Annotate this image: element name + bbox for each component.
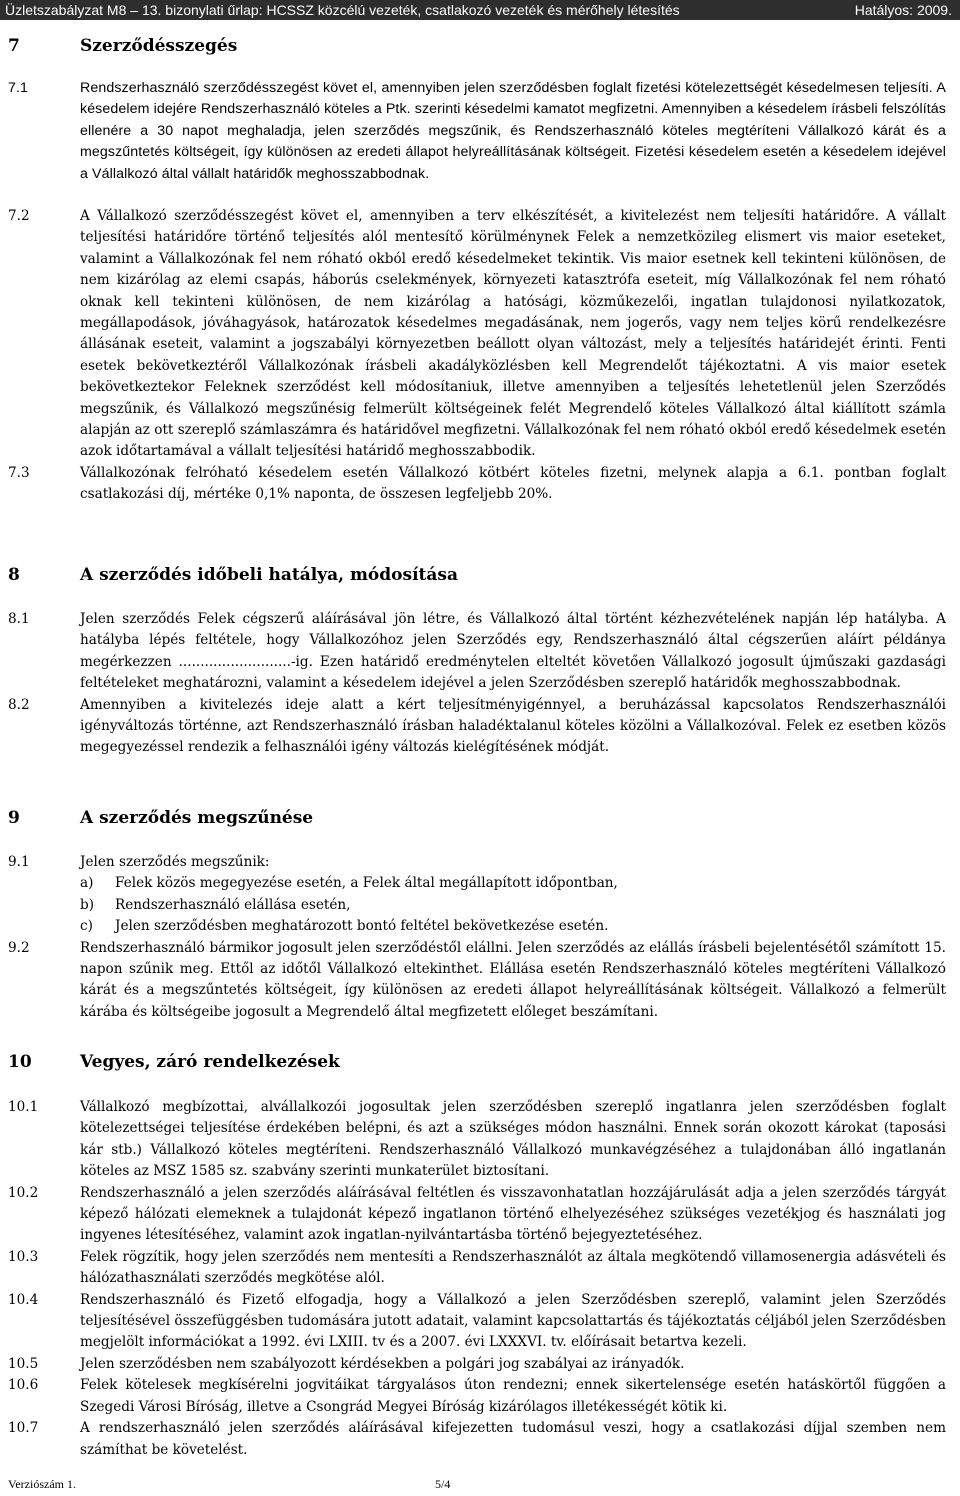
clause-text: Rendszerhasználó a jelen szerződés aláírásával feltétlen és visszavonhatatlan hozzájárulását adja a jelen szerződés tárgyát képező hálózati elemeknek a tulajdonát képező ingatlanon történő elhelyezéséhez szükséges vezetékjog és használati jog ingyenes létesítéséhez, valamint azok ingatlan-nyilvántartásba történő bejegyeztetéséhez. [80,1184,946,1244]
header-effective-date: Hatályos: 2009. [854,2,952,18]
document-footer [8,1475,451,1493]
clause-10-7 [8,1418,946,1461]
list-marker: a) [80,875,94,892]
section-9-body [8,852,946,1023]
list-item-text: Jelen szerződésben meghatározott bontó feltétel bekövetkezése esetén. [115,918,609,935]
clause-number: 10.1 [8,1099,39,1115]
clause-number: 10.5 [8,1355,39,1372]
section-7-body-serif [8,206,946,506]
version-number: Verziószám 1. [8,1477,76,1491]
clause-10-3 [8,1247,946,1290]
list-marker: c) [80,918,93,935]
section-10-heading [8,1050,340,1074]
clause-10-5 [8,1354,946,1375]
clause-number: 9.2 [8,939,30,956]
section-7-body [8,78,946,185]
clause-text-continued: Amennyiben a késedelem írásbeli felszólítás ellenére a 30 napot meghaladja, jelen szerződés megszűnik, és Rendszerhasználó köteles megtéríteni Vállalkozó kárát és a megszűntetés költségeit, így különösen az eredeti állapot helyreállításának költségeit. Fizetési késedelem esetén a késedelem idejével a Vállalkozó által vállalt határidők meghosszabbodnak. [80,101,946,182]
clause-text: Rendszerhasználó szerződésszegést követ el, amennyiben jelen szerződésben foglalt fizetési kötelezettségét késedelmesen teljesíti. A késedelem idejére Rendszerhasználó köteles a Ptk. szerinti késedelmi kamatot megfizetni. [80,80,946,118]
clause-text: Jelen szerződés megszűnik: [80,854,270,870]
section-10-body [8,1097,946,1461]
document-header [0,0,960,20]
clause-text: Rendszerhasználó és Fizető elfogadja, hogy a Vállalkozó a jelen Szerződésben szereplő, valamint jelen Szerződés teljesítésével összefüggésben tudomására jutott adatait, valamint kapcsolattartás és tájékoztatás céljából jelen Szerződésben megjelölt információkat a 1992. évi LXIII. tv és a 2007. évi LXXXVI. tv. előírásait betartva kezeli. [80,1291,946,1351]
clause-number: 8.1 [8,611,30,627]
clause-text: Felek rögzítik, hogy jelen szerződés nem mentesíti a Rendszerhasználót az általa megkötendő villamosenergia adásvételi és hálózathasználati szerződés megkötése alól. [80,1248,946,1287]
clause-number: 10.3 [8,1248,39,1265]
header-title: Üzletszabályzat M8 – 13. bizonylati űrlap: HCSSZ közcélú vezeték, csatlakozó vezeték és mérőhely létesítés [5,2,680,18]
clause-text: Vállalkozónak felróható késedelem esetén Vállalkozó kötbért köteles fizetni, melynek alapja a 6.1. pontban foglalt csatlakozási díj, mértéke 0,1% naponta, de összesen legfeljebb 20%. [80,464,946,503]
clause-number: 10.2 [8,1184,39,1201]
list-item [80,916,946,937]
clause-number: 7.2 [8,208,30,224]
section-9-heading [8,806,313,830]
clause-text: Amennyiben a kivitelezés ideje alatt a kért teljesítményigénnyel, a beruházással kapcsolatos Rendszerhasználói igényváltozás történne, azt Rendszerhasználó írásban haladéktalanul köteles közölni a Vállalkozóval. Felek ez esetben közös megegyezéssel rendezik a felhasználói igény változás kielégítésének módját. [80,696,946,756]
clause-10-1 [8,1097,946,1183]
section-title: A szerződés időbeli hatálya, módosítása [80,565,458,585]
clause-text: A rendszerhasználó jelen szerződés aláírásával kifejezetten tudomásul veszi, hogy a csatlakozási díjjal szemben nem számíthat be követelést. [80,1420,946,1458]
list-item [80,895,946,916]
section-8-heading [8,563,458,587]
clause-text: A Vállalkozó szerződésszegést követ el, amennyiben a terv elkészítését, a kivitelezést nem teljesíti határidőre. A vállalt teljesítési határidőre történő teljesítés alól mentesítő körülménynek Felek a nemzetközileg elismert vis maior eseteket, valamint a Vállalkozónak fel nem róható okból eredő késedelmeket tekintik. Vis maior esetnek kell tekinteni különösen, de nem kizárólag az elemi csapás, háborús cselekmények, környezeti katasztrófa eseteit, míg Vállalkozónak fel nem róható oknak kell tekinteni különösen, de nem kizárólag a hatósági, közműkezelői, ingatlan tulajdonosi nyilatkozatok, megállapodások, jóváhagyások, határozatok késedelmes megadásának, nem jogerős, vagy nem teljes körű rendelkezésre állásának eseteit, valamint a jogszabályi környezetben beállott olyan változást, mely a teljesítés határidejét érinti. Fenti esetek bekövetkeztéről Vállalkozónak írásbeli akadályközlésben kell Megrendelőt tájékoztatni. A vis maior esetek bekövetkeztekor Feleknek szerződést kell módosítaniuk, illetve amennyiben a teljesítés lehetetlenül jelen Szerződés megszűnik, és Vállalkozó megszűnésig felmerült költségeinek felét Megrendelő köteles Vállalkozó által kiállított számla alapján az ott szereplő számlaszámra és határidővel megfizetni. Vállalkozónak fel nem róható okból eredő késedelmek esetén azok időtartamával a vállalt teljesítési határidő meghosszabbodik. [80,208,946,460]
clause-number: 10.7 [8,1420,39,1437]
clause-10-4 [8,1290,946,1354]
list-item [80,873,946,894]
list-marker: b) [80,896,95,913]
page-number: 5/4 [435,1477,451,1491]
section-number: 9 [8,808,20,828]
clause-number: 10.4 [8,1291,39,1308]
clause-text: Jelen szerződésben nem szabályozott kérdésekben a polgári jog szabályai az irányadók. [80,1355,685,1372]
section-7-heading [8,34,237,58]
clause-10-2 [8,1183,946,1247]
section-number: 7 [8,36,20,56]
clause-9-2 [8,938,946,1024]
list-item-text: Rendszerhasználó elállása esetén, [115,896,351,913]
section-number: 10 [8,1052,32,1072]
list-item-text: Felek közös megegyezése esetén, a Felek által megállapított időpontban, [115,875,618,892]
clause-text: Vállalkozó megbízottai, alvállalkozói jogosultak jelen szerződésben szereplő ingatlanra jelen szerződésben foglalt kötelezettségei teljesítése érdekében belépni, és azt a szükséges módon használni. Ennek során okozott károkat (taposási kár stb.) Vállalkozó köteles megtéríteni. Rendszerhasználó Vállalkozó munkavégzéséhez a tulajdonában álló ingatlanán köteles az MSZ 1585 sz. szabvány szerinti munkaterület biztosítani. [80,1099,946,1180]
clause-7-2 [8,206,946,463]
clause-number: 8.2 [8,696,30,713]
section-title: Szerződésszegés [80,36,238,56]
clause-number: 7.1 [8,80,29,96]
clause-number: 10.6 [8,1377,39,1394]
section-title: Vegyes, záró rendelkezések [80,1052,340,1072]
section-8-body [8,609,946,759]
clause-9-1 [8,852,946,938]
termination-cases-list [80,873,946,937]
clause-7-1 [8,78,946,185]
clause-10-6 [8,1375,946,1418]
clause-7-3 [8,463,946,506]
clause-text: Jelen szerződés Felek cégszerű aláírásával jön létre, és Vállalkozó által történt kézhezvételének napján lép hatályba. A hatályba lépés feltétele, hogy Vállalkozóhoz jelen Szerződés egy, Rendszerhasználó által cégszerűen aláírt példánya megérkezzen ..........................-ig. Ezen határidő eredménytelen elteltét követően Vállalkozó jogosult újműszaki gazdasági feltételeket meghatározni, valamint a késedelem idejével a jelen Szerződésben szereplő határidők meghosszabbodnak. [80,611,946,692]
clause-number: 7.3 [8,464,30,481]
clause-8-2 [8,695,946,759]
clause-number: 9.1 [8,854,30,870]
clause-8-1 [8,609,946,695]
section-title: A szerződés megszűnése [80,808,314,828]
section-number: 8 [8,565,20,585]
clause-text: Felek kötelesek megkísérelni jogvitáikat tárgyalásos úton rendezni; ennek sikertelensége esetén hatáskörtől függően a Szegedi Városi Bíróság, illetve a Csongrád Megyei Bíróság kizárólagos illetékességét kötik ki. [80,1377,946,1415]
clause-text: Rendszerhasználó bármikor jogosult jelen szerződéstől elállni. Jelen szerződés az elállás írásbeli bejelentésétől számított 15. napon szűnik meg. Ettől az időtől Vállalkozó eltekinthet. Elállása esetén Rendszerhasználó köteles megtéríteni Vállalkozó kárát és a megszűntetés költségeit, így különösen az eredeti állapot helyreállításának költségeit. Vállalkozó a felmerült kárába és költségeibe jogosult a Megrendelő által megfizetett előleget beszámítani. [80,939,946,1020]
